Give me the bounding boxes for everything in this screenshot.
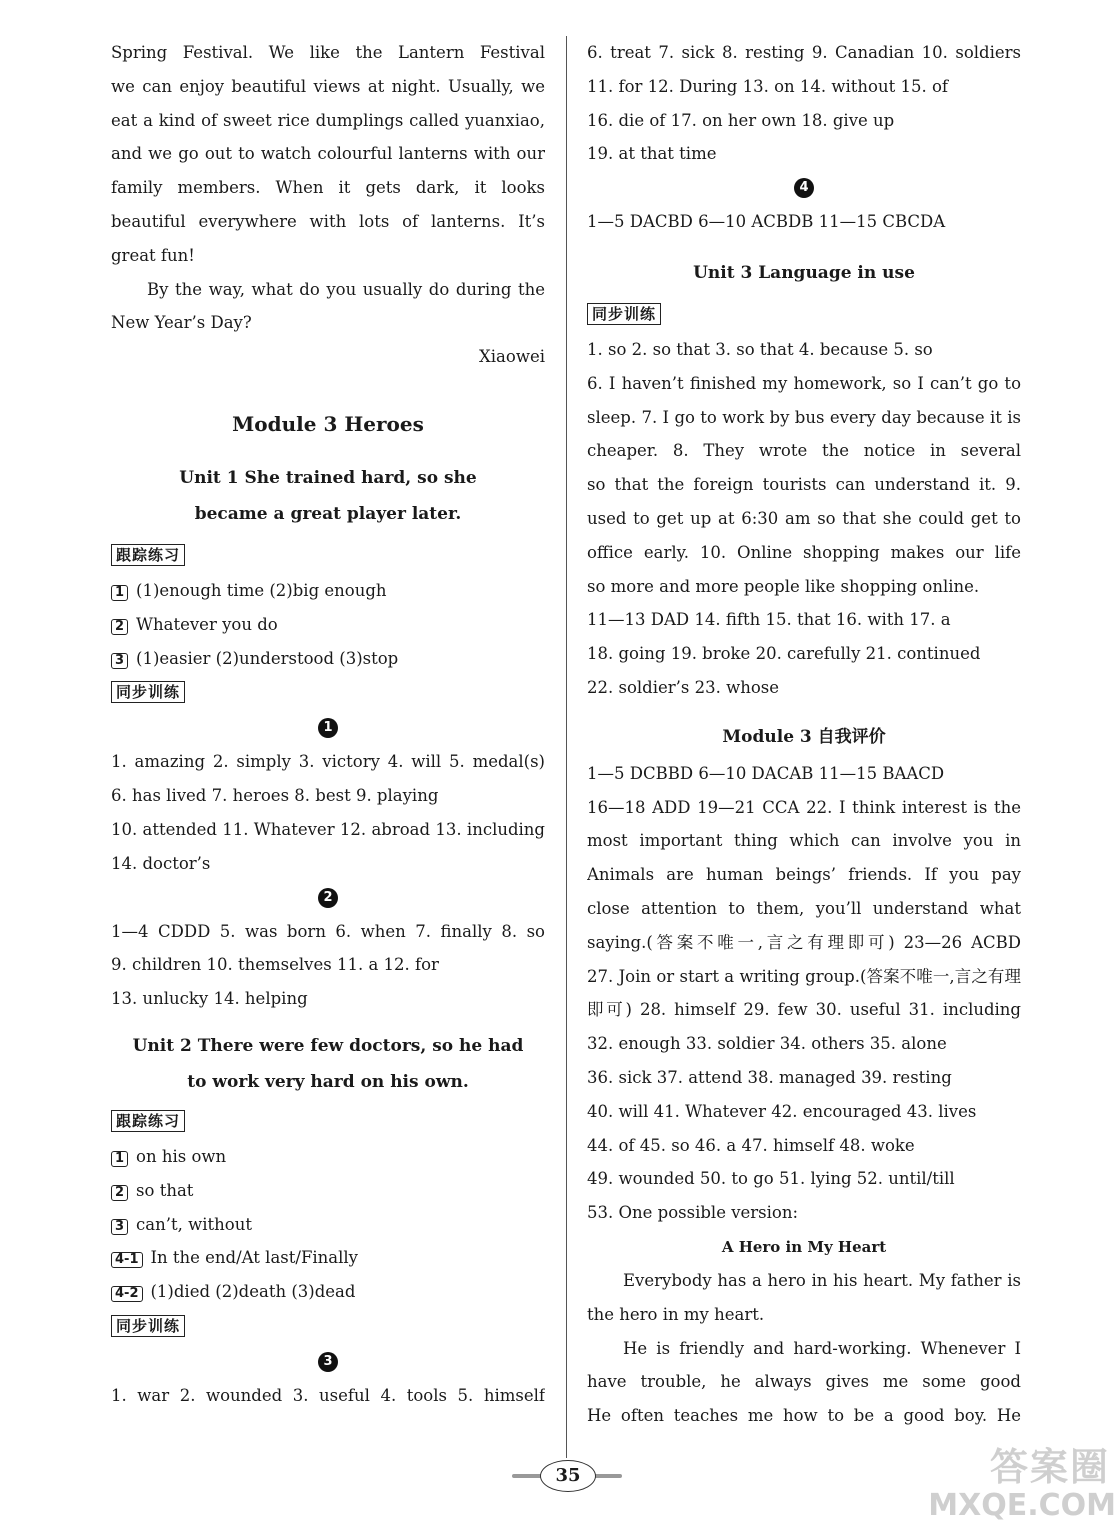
- text-line: great fun!: [111, 245, 195, 265]
- answer-line: so more and more people like shopping online.: [587, 576, 980, 596]
- page-number-decoration: [512, 1474, 542, 1478]
- text-line: Spring Festival. We like the Lantern Festival: [111, 43, 545, 62]
- unit2-title-line1: Unit 2 There were few doctors, so he had: [132, 1035, 524, 1056]
- text-line: family members. When it gets dark, it looks: [111, 178, 545, 198]
- page-number-label: 35: [540, 1460, 596, 1492]
- letter-paragraph-2: [111, 273, 545, 341]
- answer-line: Animals are human beings’ friends. If you pay: [587, 865, 1021, 885]
- answer-line: office early. 10. Online shopping makes our life: [587, 542, 1021, 562]
- right-column: [587, 36, 1021, 1433]
- watermark-logo: [930, 1436, 1120, 1536]
- answer-text: can’t, without: [136, 1214, 252, 1234]
- answer-line: [111, 1241, 545, 1275]
- answer-line: 10. attended 11. Whatever 12. abroad 13. including: [111, 819, 545, 839]
- essay-title: A Hero in My Heart: [721, 1237, 887, 1256]
- track-practice-tag: 跟踪练习: [111, 544, 185, 566]
- answer-line: most important thing which can involve you in: [587, 831, 1021, 851]
- letter-signature: Xiaowei: [479, 347, 545, 367]
- answer-line: [111, 642, 545, 676]
- answer-text: so that: [136, 1180, 194, 1200]
- question-box: 3: [111, 1219, 128, 1235]
- question-box: 1: [111, 1151, 128, 1167]
- answer-text: (1)easier (2)understood (3)stop: [136, 648, 399, 668]
- essay-line: Everybody has a hero in his heart. My father is: [623, 1270, 1021, 1290]
- essay-line: the hero in my heart.: [587, 1304, 765, 1324]
- answer-text: on his own: [136, 1146, 227, 1166]
- answer-line: 1—4 CDDD 5. was born 6. when 7. finally 8. so: [111, 921, 545, 941]
- answer-line: 18. going 19. broke 20. carefully 21. continued: [587, 644, 981, 664]
- answer-line: [111, 1208, 545, 1242]
- answer-line: 49. wounded 50. to go 51. lying 52. until/till: [587, 1169, 955, 1189]
- section-number-2-icon: 2: [318, 888, 338, 908]
- unit1-title-line2: became a great player later.: [194, 503, 462, 524]
- answer-line: so that the foreign tourists can understand it. 9.: [587, 475, 1021, 495]
- answer-line: [111, 1275, 545, 1309]
- answer-text: (1)died (2)death (3)dead: [150, 1282, 356, 1302]
- left-column: [111, 36, 545, 1413]
- answer-line: 1—5 DACBD 6—10 ACBDB 11—15 CBCDA: [587, 212, 946, 232]
- track-practice-tag: 跟踪练习: [111, 1110, 185, 1132]
- page-number-decoration: [592, 1474, 622, 1478]
- answer-line: 53. One possible version:: [587, 1203, 799, 1223]
- essay-line: He often teaches me how to be a good boy. He: [587, 1406, 1021, 1426]
- watermark-url: MXQE.COM: [928, 1488, 1116, 1523]
- answer-line: 11. for 12. During 13. on 14. without 15. of: [587, 76, 948, 96]
- question-box: 2: [111, 619, 128, 635]
- answer-line: 1—5 DCBBD 6—10 DACAB 11—15 BAACD: [587, 763, 945, 783]
- answer-line: [111, 608, 545, 642]
- answer-line: 1. war 2. wounded 3. useful 4. tools 5. himself: [111, 1385, 545, 1405]
- answer-line: 44. of 45. so 46. a 47. himself 48. woke: [587, 1135, 915, 1155]
- question-box: 4-2: [111, 1286, 143, 1302]
- answer-line: 22. soldier’s 23. whose: [587, 677, 780, 697]
- question-box: 4-1: [111, 1252, 143, 1268]
- column-divider: [566, 36, 567, 1458]
- answer-line: sleep. 7. I go to work by bus every day because it is: [587, 407, 1021, 427]
- answer-line: 16. die of 17. on her own 18. give up: [587, 110, 895, 130]
- answer-line: 即可) 28. himself 29. few 30. useful 31. including: [587, 1000, 1021, 1020]
- answer-line: [111, 574, 545, 608]
- text-line: eat a kind of sweet rice dumplings called yuanxiao,: [111, 110, 545, 130]
- answer-text: In the end/At last/Finally: [150, 1248, 359, 1268]
- unit2-title-line2: to work very hard on his own.: [187, 1071, 469, 1092]
- section-number-3-icon: 3: [318, 1352, 338, 1372]
- answer-line: 11—13 DAD 14. fifth 15. that 16. with 17. a: [587, 610, 951, 630]
- answer-line: 40. will 41. Whatever 42. encouraged 43. lives: [587, 1101, 977, 1121]
- watermark-text: 答案圈: [989, 1445, 1110, 1489]
- section-number-1-icon: 1: [318, 718, 338, 738]
- answer-line: used to get up at 6:30 am so that she could get to: [587, 508, 1021, 528]
- sync-training-tag: 同步训练: [111, 681, 185, 703]
- answer-line: 27. Join or start a writing group.(答案不唯一,言之有理: [587, 966, 1021, 986]
- text-line: beautiful everywhere with lots of lanterns. It’s: [111, 211, 545, 231]
- question-box: 1: [111, 585, 128, 601]
- answer-line: [111, 1174, 545, 1208]
- unit1-title-line1: Unit 1 She trained hard, so she: [179, 467, 477, 488]
- answer-line: 9. children 10. themselves 11. a 12. for: [111, 955, 439, 975]
- text-line: New Year’s Day?: [111, 313, 252, 333]
- section-number-4-icon: 4: [794, 178, 814, 198]
- text-line: we can enjoy beautiful views at night. Usually, we: [111, 76, 545, 96]
- page-number: [512, 1456, 622, 1496]
- answer-line: 13. unlucky 14. helping: [111, 989, 308, 1009]
- answer-line: 6. has lived 7. heroes 8. best 9. playing: [111, 786, 439, 806]
- answer-line: cheaper. 8. They wrote the notice in several: [587, 441, 1021, 461]
- answer-line: 1. amazing 2. simply 3. victory 4. will 5. medal(s): [111, 752, 545, 772]
- answer-line: close attention to them, you’ll understand what: [587, 898, 1021, 918]
- essay-line: He is friendly and hard-working. Whenever I: [623, 1338, 1021, 1358]
- question-box: 3: [111, 653, 128, 669]
- self-evaluation-title: Module 3 自我评价: [722, 726, 886, 747]
- essay-line: have trouble, he always gives me some good: [587, 1372, 1021, 1392]
- answer-line: 36. sick 37. attend 38. managed 39. resting: [587, 1067, 952, 1087]
- answer-line: 1. so 2. so that 3. so that 4. because 5. so: [587, 339, 933, 359]
- answer-line: 32. enough 33. soldier 34. others 35. alone: [587, 1034, 947, 1054]
- answer-line: 6. treat 7. sick 8. resting 9. Canadian 10. soldiers: [587, 43, 1021, 62]
- answer-line: 19. at that time: [587, 144, 717, 164]
- answer-line: 6. I haven’t finished my homework, so I can’t go to: [587, 373, 1021, 393]
- sync-training-tag: 同步训练: [587, 303, 661, 325]
- module-title: Module 3 Heroes: [232, 411, 424, 436]
- answer-line: saying.(答案不唯一,言之有理即可) 23—26 ACBD: [587, 932, 1021, 952]
- sync-training-tag: 同步训练: [111, 1315, 185, 1337]
- text-line: By the way, what do you usually do during the: [147, 279, 545, 299]
- answer-text: (1)enough time (2)big enough: [136, 580, 387, 600]
- answer-line: [111, 1140, 545, 1174]
- text-line: and we go out to watch colourful lanterns with our: [111, 144, 545, 164]
- question-box: 2: [111, 1185, 128, 1201]
- unit3-title: Unit 3 Language in use: [693, 262, 915, 283]
- answer-line: 16—18 ADD 19—21 CCA 22. I think interest is the: [587, 797, 1021, 817]
- letter-paragraph-1: [111, 36, 545, 273]
- answer-line: 14. doctor’s: [111, 853, 211, 873]
- answer-text: Whatever you do: [136, 614, 278, 634]
